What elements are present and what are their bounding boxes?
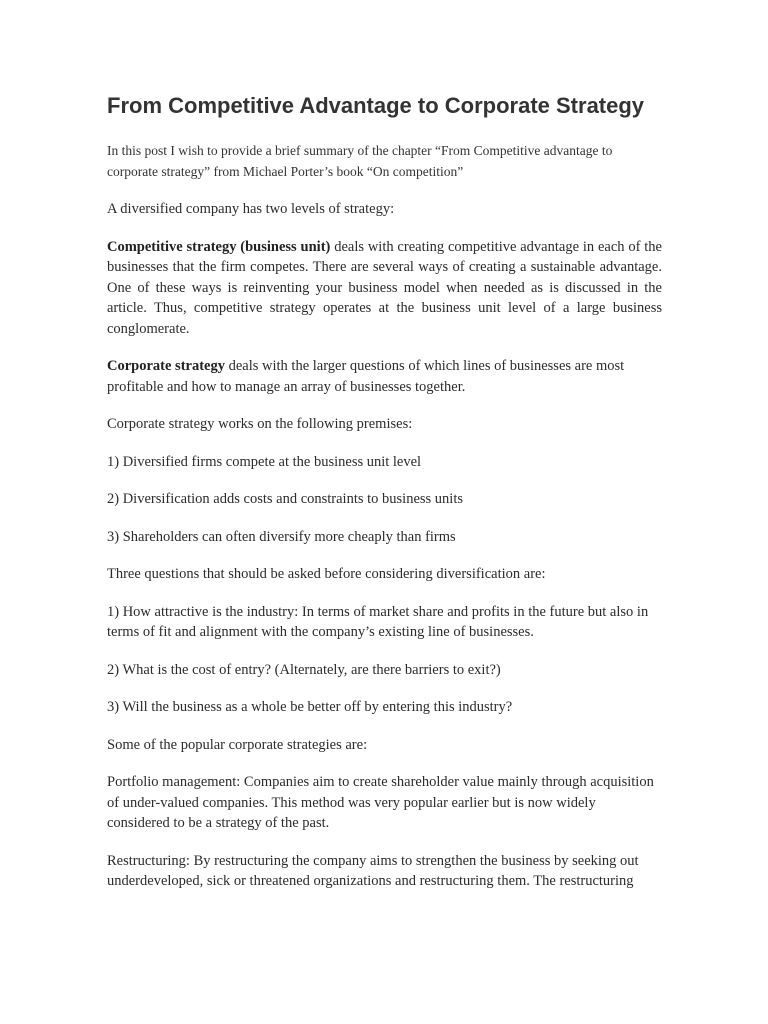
question-item: 1) How attractive is the industry: In terms of market share and profits in the future but also in terms of fit and alignment with the company’s existing line of businesses. xyxy=(107,603,649,640)
question-item: 2) What is the cost of entry? (Alternately, are there barriers to exit?) xyxy=(107,661,501,678)
competitive-strategy-term: Competitive strategy (business unit) xyxy=(107,238,331,255)
article-body xyxy=(107,92,662,909)
article-title: From Competitive Advantage to Corporate Strategy xyxy=(107,93,645,118)
competitive-strategy-paragraph xyxy=(107,237,662,340)
corporate-strategy-paragraph xyxy=(107,356,662,397)
premise-item: 3) Shareholders can often diversify more cheaply than firms xyxy=(107,528,456,545)
questions-intro-paragraph: Three questions that should be asked before considering diversification are: xyxy=(107,566,546,582)
portfolio-management-paragraph: Portfolio management: Companies aim to create shareholder value mainly through acquisition of under-valued companies. This method was very popular earlier but is now widely considered to be a strategy of the past. xyxy=(107,774,654,831)
levels-intro-paragraph: A diversified company has two levels of strategy: xyxy=(107,201,395,217)
question-item: 3) Will the business as a whole be better off by entering this industry? xyxy=(107,699,513,715)
competitive-strategy-text: deals with creating competitive advantage in each of the businesses that the firm competes. There are several ways of creating a sustainable advantage. One of these ways is reinventing your business model when needed as is discussed in the article. Thus, competitive strategy operates at the business unit level of a large business conglomerate. xyxy=(107,238,662,337)
premise-item: 1) Diversified firms compete at the business unit level xyxy=(107,453,422,470)
corporate-strategy-text: deals with the larger questions of which lines of businesses are most profitable and how to manage an array of businesses together. xyxy=(107,358,625,395)
corporate-strategy-term: Corporate strategy xyxy=(107,358,225,374)
premises-intro-paragraph: Corporate strategy works on the following premises: xyxy=(107,416,413,432)
premise-item: 2) Diversification adds costs and constraints to business units xyxy=(107,491,464,507)
strategies-intro-paragraph: Some of the popular corporate strategies are: xyxy=(107,736,368,753)
restructuring-paragraph: Restructuring: By restructuring the company aims to strengthen the business by seeking out underdeveloped, sick or threatened organizations and restructuring them. The restructuring xyxy=(107,852,639,889)
intro-paragraph: In this post I wish to provide a brief summary of the chapter “From Competitive advantage to corporate strategy” from Michael Porter’s book “On competition” xyxy=(107,143,613,179)
